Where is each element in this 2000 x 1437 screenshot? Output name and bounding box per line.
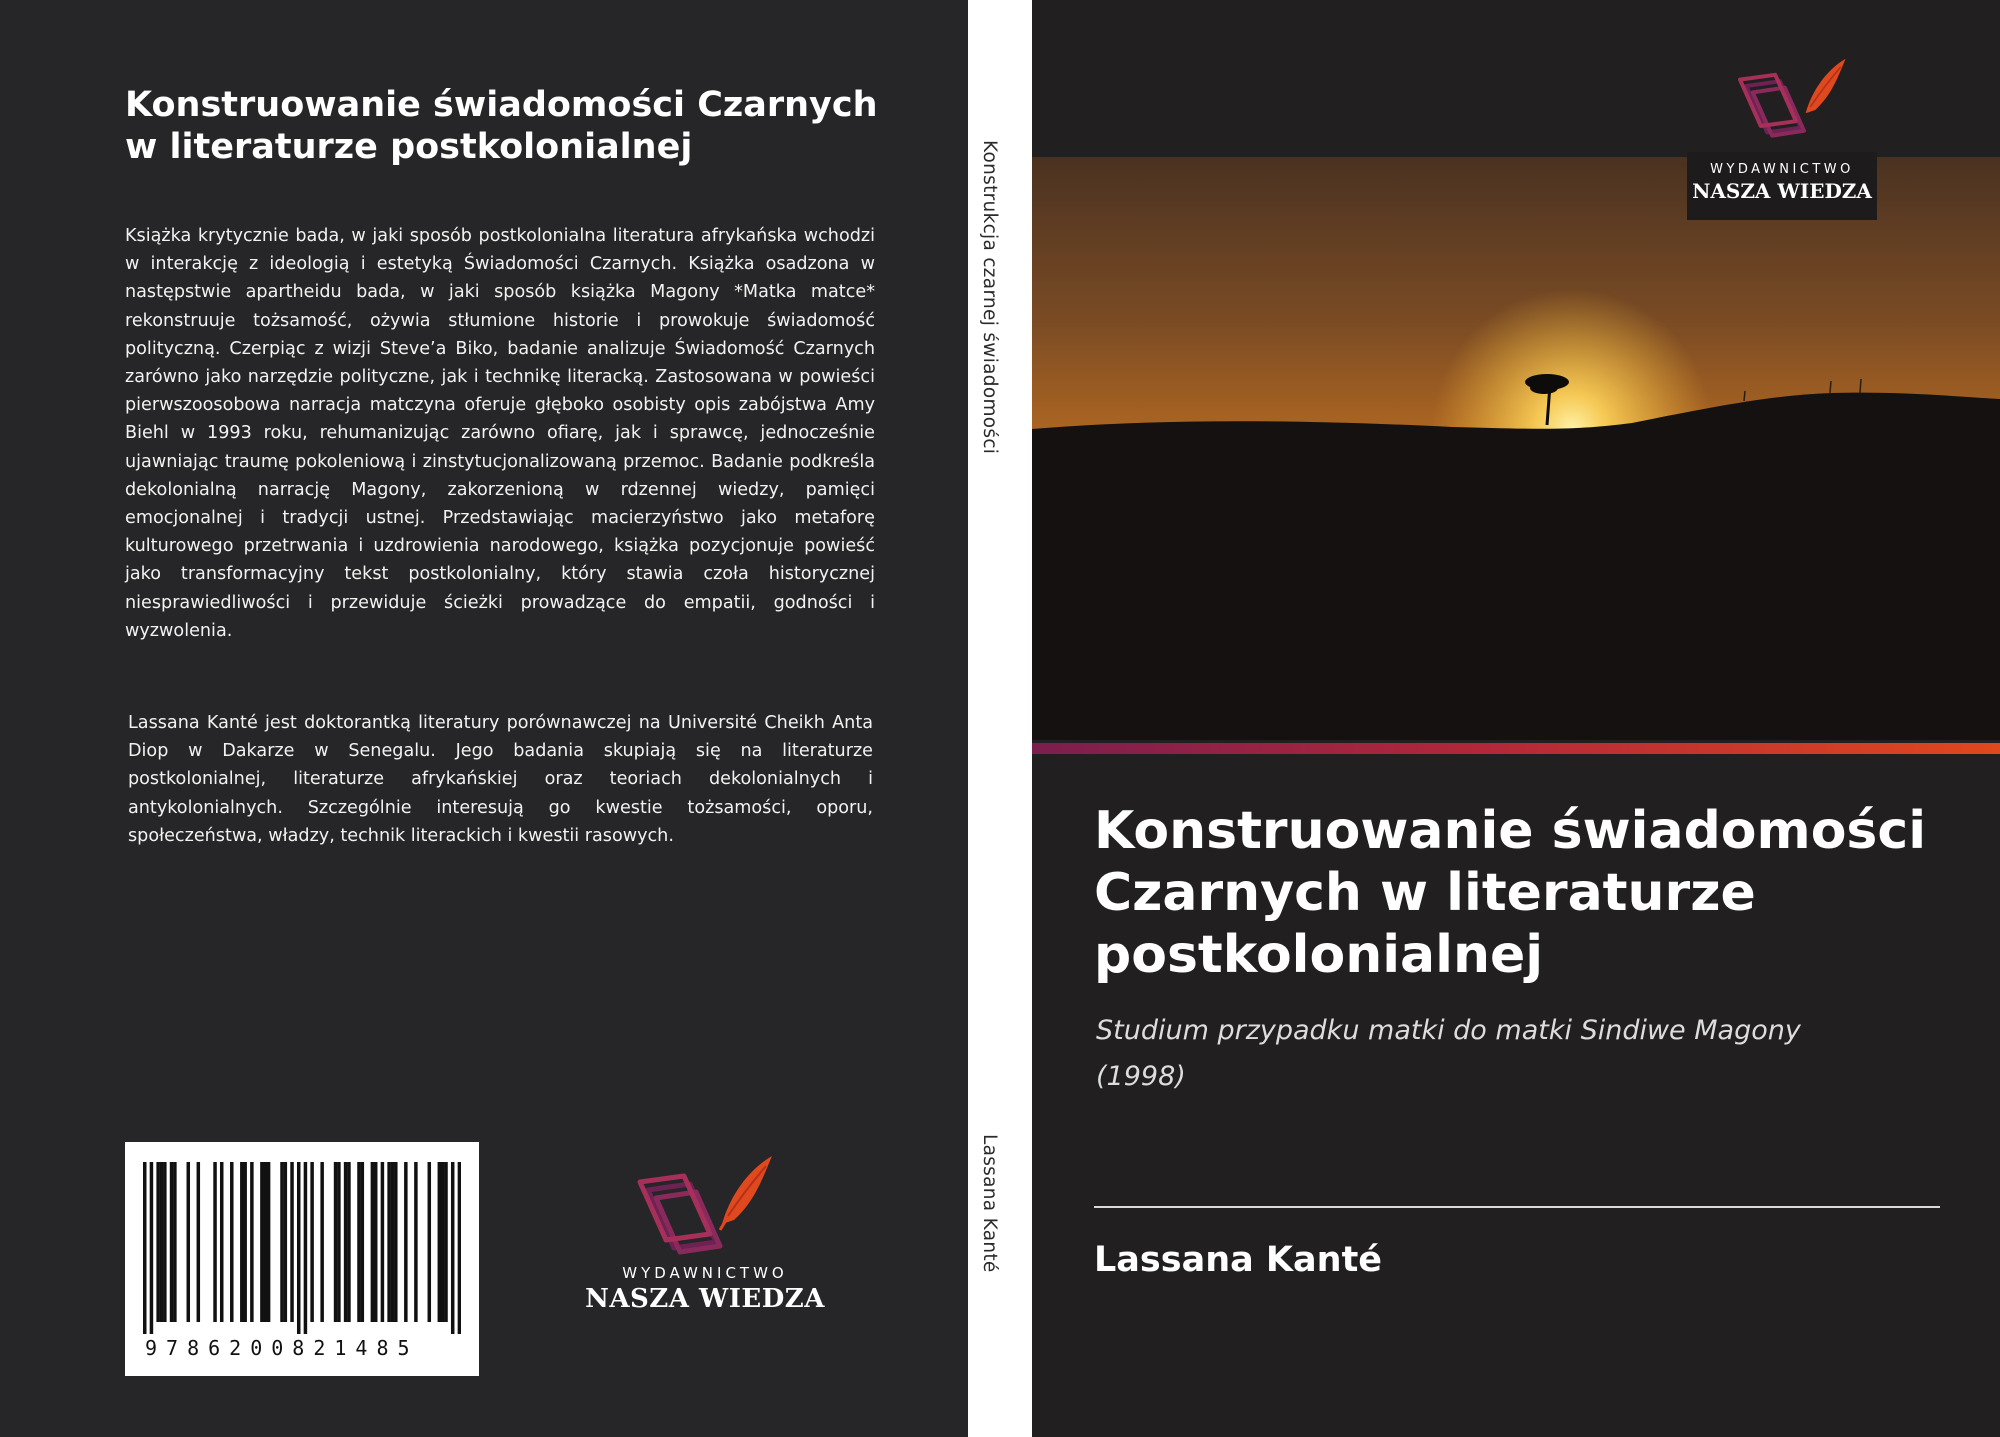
accent-stripe <box>1032 743 2000 754</box>
barcode-bar <box>187 1162 191 1322</box>
author-bio: Lassana Kanté jest doktorantką literatury porównawczej na Université Cheikh Anta Diop w Dakarze w Senegalu. Jego badania skupiają się na literaturze postkolonialnej, literaturze afrykańskiej oraz teoriach dekolonialnych i antykolonialnych. Szczególnie interesują go kwestie tożsamości, oporu, społeczeństwa, władzy, technik literackich i kwestii rasowych. <box>128 713 873 846</box>
barcode-bar <box>297 1162 301 1334</box>
back-publisher-logo <box>580 1150 830 1340</box>
back-cover <box>0 0 968 1437</box>
barcode-bar <box>173 1162 177 1322</box>
barcode-bar <box>160 1162 164 1322</box>
barcode-bar <box>337 1162 341 1322</box>
spine-title: Konstrukcja czarnej świadomości <box>979 140 1000 455</box>
publisher-logo-icon <box>630 1150 780 1260</box>
barcode-bar <box>250 1162 254 1322</box>
barcode-bar <box>371 1162 375 1322</box>
barcode-bar <box>260 1162 264 1322</box>
spine <box>968 0 1032 1437</box>
barcode-bar <box>290 1162 294 1322</box>
barcode-bar <box>213 1162 217 1322</box>
publisher-logo-icon <box>1732 48 1852 148</box>
front-publisher-box <box>1687 152 1877 220</box>
barcode-bar <box>240 1162 244 1322</box>
spine-author: Lassana Kanté <box>979 1134 1000 1273</box>
barcode-bar <box>197 1162 201 1322</box>
barcode-bar <box>156 1162 160 1322</box>
barcode-bar <box>280 1162 284 1322</box>
barcode-bar <box>444 1162 448 1322</box>
barcode-bar <box>267 1162 271 1322</box>
barcode-bar <box>143 1162 147 1334</box>
barcode-bar <box>451 1162 455 1334</box>
barcode-bar <box>414 1162 418 1322</box>
isbn-digits: 9786200821485 <box>145 1336 419 1360</box>
barcode-bar <box>441 1162 445 1322</box>
barcode <box>125 1142 479 1376</box>
sunset-photo <box>1032 157 2000 740</box>
front-cover-subtitle: Studium przypadku matki do matki Sindiwe Magony (1998) <box>1096 1015 1801 1092</box>
publisher-small-label: WYDAWNICTWO <box>622 1264 788 1282</box>
barcode-bar <box>243 1162 247 1322</box>
barcode-bar <box>310 1162 314 1322</box>
barcode-bar <box>347 1162 351 1322</box>
barcode-bar <box>170 1162 174 1322</box>
front-publisher-small-label: WYDAWNICTWO <box>1710 162 1854 177</box>
barcode-bar <box>404 1162 408 1322</box>
barcode-bar <box>428 1162 432 1322</box>
barcode-bar <box>150 1162 154 1334</box>
barcode-bar <box>230 1162 234 1322</box>
barcode-bar <box>344 1162 348 1322</box>
publisher-name: NASZA WIEDZA <box>585 1284 825 1314</box>
barcode-bar <box>220 1162 224 1322</box>
barcode-bar <box>361 1162 365 1322</box>
barcode-bar <box>334 1162 338 1322</box>
barcode-bar <box>391 1162 395 1322</box>
barcode-bar <box>387 1162 391 1322</box>
barcode-bar <box>357 1162 361 1322</box>
savanna-silhouette <box>1032 157 2000 740</box>
barcode-bar <box>438 1162 442 1322</box>
front-publisher-name: NASZA WIEDZA <box>1692 179 1872 203</box>
barcode-bar <box>320 1162 324 1322</box>
back-cover-title: Konstruowanie świadomości Czarnych w literaturze postkolonialnej <box>125 85 878 167</box>
barcode-bar <box>304 1162 308 1334</box>
barcode-bar <box>163 1162 167 1322</box>
back-cover-description: Książka krytycznie bada, w jaki sposób postkolonialna literatura afrykańska wchodzi w interakcję z ideologią i estetyką Świadomości Czarnych. Książka osadzona w następstwie apartheidu bada, w jaki sposób książka Magony *Matka matce* rekonstruuje tożsamość, ożywia stłumione historie i prowokuje świadomość polityczną. Czerpiąc z wizji Steve’a Biko, badanie analizuje Świadomość Czarnych zarówno jako narzędzie polityczne, jak i technikę literacką. Zastosowana w powieści pierwszoosobowa narracja matczyna oferuje głęboko osobisty opis zabójstwa Amy Biehl w 1993 roku, rehumanizując zarówno ofiarę, jak i sprawcę, jednocześnie ujawniając traumę pokoleniową i zinstytucjonalizowaną przemoc. Badanie podkreśla dekolonialną narrację Magony, zakorzenioną w rdzennej wiedzy, pamięci emocjonalnej i tradycji ustnej. Przedstawiając macierzyństwo jako metaforę kulturowego przetrwania i uzdrowienia narodowego, książka pozycjonuje powieść jako transformacyjny tekst postkolonialny, który stawia czoła historycznej niesprawiedliwości i przewiduje ścieżki prowadzące do empatii, godności i wyzwolenia. <box>125 226 875 641</box>
barcode-bar <box>264 1162 268 1322</box>
barcode-bar <box>381 1162 385 1322</box>
divider <box>1094 1206 1940 1208</box>
barcode-icon <box>143 1162 461 1334</box>
barcode-bar <box>284 1162 288 1322</box>
front-cover-title: Konstruowanie świadomości Czarnych w literaturze postkolonialnej <box>1094 801 1927 985</box>
front-cover <box>1032 0 2000 1437</box>
barcode-bar <box>394 1162 398 1322</box>
barcode-bar <box>458 1162 461 1334</box>
barcode-bar <box>374 1162 378 1322</box>
front-cover-author: Lassana Kanté <box>1094 1240 1383 1280</box>
